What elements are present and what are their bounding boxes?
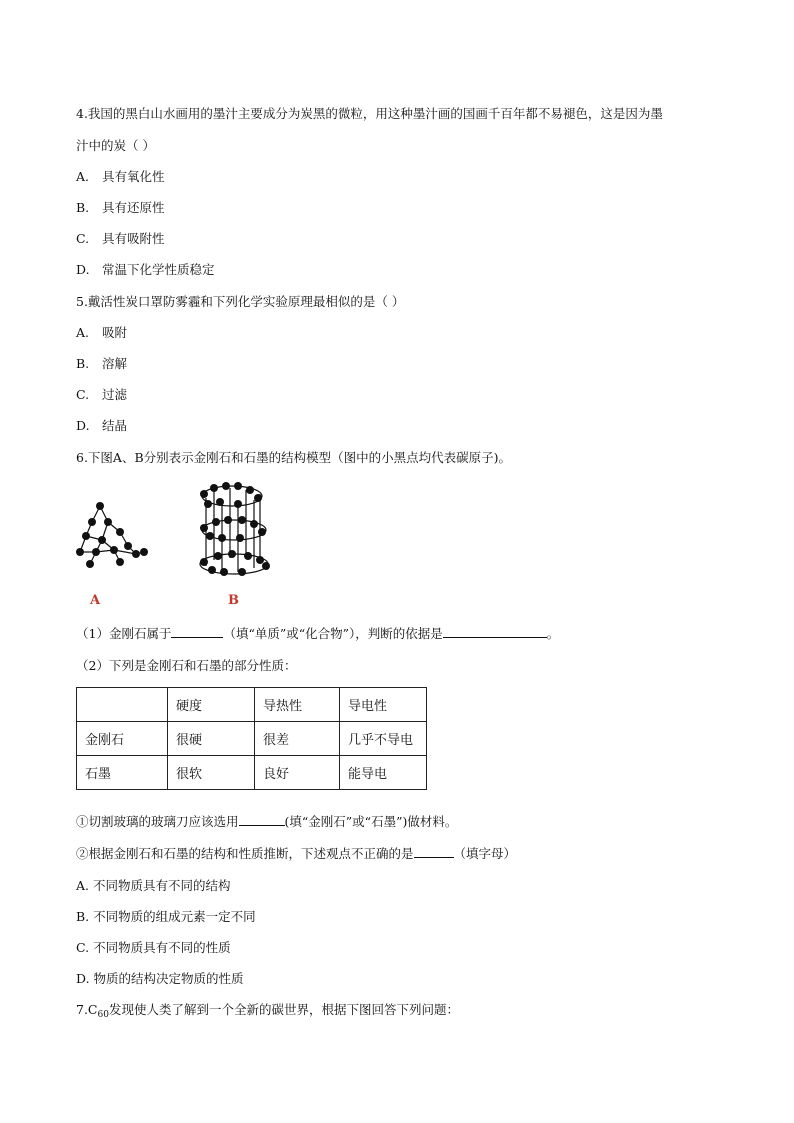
q6-option-a[interactable] <box>76 878 231 894</box>
part1-prefix: （1）金刚石属于 <box>76 626 172 641</box>
table-cell: 石墨 <box>77 756 168 790</box>
option-letter: D. <box>76 971 90 986</box>
table-header-cell: 导电性 <box>340 688 427 722</box>
q7-prefix: 7.C <box>76 1002 98 1017</box>
answer-blank-3[interactable] <box>239 814 285 826</box>
option-text: 过滤 <box>102 387 128 402</box>
table-cell: 金刚石 <box>77 722 168 756</box>
option-letter: C. <box>76 387 90 402</box>
q4-option-d[interactable] <box>76 262 215 278</box>
sub2-suffix: （填字母） <box>453 846 517 861</box>
table-cell: 良好 <box>255 756 340 790</box>
q6-part2: （2）下列是金刚石和石墨的部分性质： <box>76 658 297 673</box>
option-text: 吸附 <box>102 325 128 340</box>
sub2-prefix: ②根据金刚石和石墨的结构和性质推断，下述观点不正确的是 <box>76 846 414 861</box>
q5-option-b[interactable] <box>76 356 127 372</box>
option-letter: A. <box>76 878 90 893</box>
q7-subscript: 60 <box>97 1010 109 1020</box>
option-letter: D. <box>76 262 90 277</box>
q6-option-d[interactable] <box>76 971 244 987</box>
q5-option-d[interactable] <box>76 418 127 434</box>
table-cell: 很硬 <box>168 722 255 756</box>
q4-option-c[interactable] <box>76 231 165 247</box>
q6-option-c[interactable] <box>76 940 231 956</box>
option-text: 溶解 <box>102 356 128 371</box>
answer-blank-4[interactable] <box>414 846 454 858</box>
option-text: 具有氧化性 <box>102 169 165 184</box>
table-row <box>77 722 427 756</box>
option-letter: A. <box>76 325 90 340</box>
properties-table <box>76 687 427 790</box>
part1-suffix: 。 <box>546 626 560 641</box>
option-text: 具有还原性 <box>102 200 165 215</box>
option-text: 不同物质的组成元素一定不同 <box>93 909 256 924</box>
q7-stem <box>76 1002 459 1023</box>
table-cell <box>77 688 168 722</box>
option-letter: B. <box>76 356 90 371</box>
table-header-cell: 导热性 <box>255 688 340 722</box>
option-letter: C. <box>76 231 90 246</box>
q6-part1 <box>76 626 559 642</box>
table-row <box>77 756 427 790</box>
q6-option-b[interactable] <box>76 909 256 925</box>
q4-stem-line1: 4.我国的黑白山水画用的墨汁主要成分为炭黑的微粒，用这种墨汁画的国画千百年都不易褪色，这是因为墨 <box>76 106 663 121</box>
q6-stem: 6.下图A、B分别表示金刚石和石墨的结构模型（图中的小黑点均代表碳原子)。 <box>76 450 512 465</box>
option-letter: A. <box>76 169 90 184</box>
q7-suffix: 发现使人类了解到一个全新的碳世界，根据下图回答下列问题： <box>108 1002 459 1017</box>
diamond-structure-figure <box>72 488 152 583</box>
table-cell: 很软 <box>168 756 255 790</box>
table-header-cell: 硬度 <box>168 688 255 722</box>
graphite-structure-figure <box>192 480 277 580</box>
sub1-prefix: ①切割玻璃的玻璃刀应该选用 <box>76 814 239 829</box>
option-text: 具有吸附性 <box>102 231 165 246</box>
answer-blank-1[interactable] <box>171 626 223 638</box>
q5-option-c[interactable] <box>76 387 127 403</box>
table-cell: 能导电 <box>340 756 427 790</box>
q6-sub2 <box>76 846 516 862</box>
q4-option-b[interactable] <box>76 200 165 216</box>
table-cell: 很差 <box>255 722 340 756</box>
table-header-row <box>77 688 427 722</box>
option-letter: B. <box>76 200 90 215</box>
part1-middle: （填“单质”或“化合物”），判断的依据是 <box>223 626 443 641</box>
q4-stem-line2: 汁中的炭（ ） <box>76 138 155 153</box>
option-text: 不同物质具有不同的性质 <box>93 940 231 955</box>
sub1-suffix: (填“金刚石”或“石墨”)做材料。 <box>284 814 458 829</box>
option-text: 常温下化学性质稳定 <box>102 262 215 277</box>
q6-sub1 <box>76 814 457 830</box>
q5-stem: 5.戴活性炭口罩防雾霾和下列化学实验原理最相似的是（ ） <box>76 294 405 309</box>
option-text: 物质的结构决定物质的性质 <box>93 971 244 986</box>
figure-a-label: A <box>90 593 101 608</box>
option-letter: D. <box>76 418 90 433</box>
figure-b-label: B <box>228 593 239 608</box>
option-text: 结晶 <box>102 418 128 433</box>
option-letter: C. <box>76 940 90 955</box>
answer-blank-2[interactable] <box>443 626 547 638</box>
q4-option-a[interactable] <box>76 169 165 185</box>
option-text: 不同物质具有不同的结构 <box>93 878 231 893</box>
q5-option-a[interactable] <box>76 325 127 341</box>
option-letter: B. <box>76 909 90 924</box>
table-cell: 几乎不导电 <box>340 722 427 756</box>
